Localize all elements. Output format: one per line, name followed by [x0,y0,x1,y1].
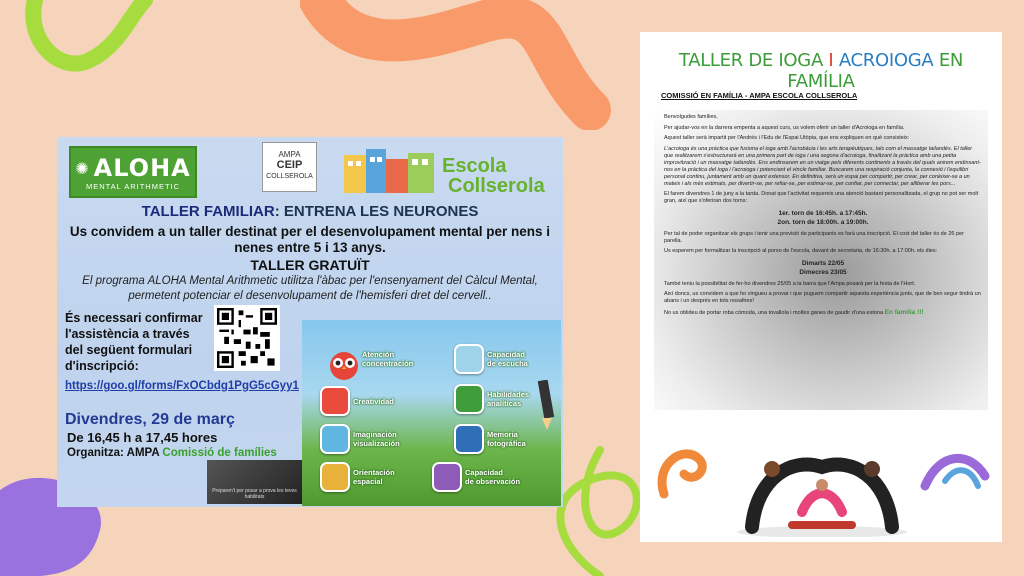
title-separator: I [828,50,834,71]
skill-label: Orientación [353,468,395,477]
paragraph: L'acroioga és una pràctica que fusiona el ioga amb l'acrobàcia i les arts terapèutiques, tals com el massatge tailandès. El taller que realitzarem s'estructurarà en una primera part de ioga i una segona d'acroioga, finalitzant la pràctica amb una petita improvització i un massatge tailandès. Ens endinsarem en un viatge pels diferents continents a través del quals anirem endinsant-nos en la pràctica del ioga i l'acroioga i potenciant el vincle familiar. Buscarem una respiració conjunta, la connexió i l'equilibri personal continu, juntament amb un quant extensor. En definitiva, serà un espai per compartir, per crear, per conèixer-se a un mateix i als més estimats, per divertir-se, per refiar-se, per estimar-se, per confiar, per connectar, per alliberar les pors... [664,145,981,187]
paragraph: Així doncs, us convidem a que ho vingueu a provar i que puguem compartir aquesta experiència junts, que de ben segur tindrà un abans i un després en tots nosaltres! [664,291,981,304]
compass-icon [320,462,350,492]
skill-creatividad [320,386,394,416]
title-main: TALLER FAMILIAR [141,203,275,220]
ampa-logo-line3: COLLSEROLA [266,173,313,180]
turns [664,209,982,227]
closing-text: No us oblideu de portar roba còmoda, una tovallola i moltes ganes de gaudir d'una estona [664,309,885,316]
skill-observacion [432,462,520,492]
title-rest: : ENTRENA LES NEURONES [274,203,479,220]
ampa-logo [262,142,317,192]
organizer [67,447,277,459]
day-1: Dimarts 22/05 [801,259,845,267]
title-part-c: EN FAMÍLIA [787,50,964,92]
ampa-logo-line1: AMPA [278,150,301,159]
skill-label: de escucha [487,359,528,368]
photo-caption: Preparen't per posar a prova les teves habilitats [212,488,297,500]
skill-label: de observación [465,477,521,486]
orange-swirl-top [300,0,620,130]
aloha-name: ALOHA [93,154,191,182]
skill-label: Atención [362,350,395,359]
acroyoga-title [650,50,992,92]
program-text: El programa ALOHA Mental Arithmetic utilitza l'àbac per l'ensenyament del Càlcul Mental, permetent potenciar el desenvolupament de l'hemisferi dret del cervell.. [82,275,538,302]
organizer-value: Comissió de famílies [162,447,277,459]
skill-label: espacial [353,477,383,486]
event-date: Divendres, 29 de març [65,411,235,428]
invite-text: Us convidem a un taller destinat per el desenvolupament mental per nens i nenes entre 5 i 13 anys. [69,224,551,255]
title-part-b: ACROIOGA [838,50,934,71]
skill-label: Imaginación [353,430,397,439]
skill-label: Memoria [487,430,518,439]
yoga-figure-purple-icon [920,446,990,496]
aloha-logo [69,146,197,198]
school-word2: Collserola [448,175,545,197]
puzzle-icon [454,384,484,414]
escola-collserola-logo [342,141,552,203]
day-2: Dimecres 23/05 [799,268,847,276]
abacus-icon: ✺ [75,158,90,178]
title-part-a: TALLER DE IOGA [678,50,823,71]
skill-escucha [454,344,528,374]
form-link[interactable]: https://goo.gl/forms/FxOCbdg1PgG5cGyy1 [65,380,299,392]
camera-icon [454,424,484,454]
acroyoga-subtitle: COMISSIÓ EN FAMÍLIA - AMPA ESCOLA COLLSEROLA [661,91,858,100]
ear-icon [454,344,484,374]
skill-habilidades [454,384,529,414]
closing-emphasis: En família !!! [884,308,924,316]
skill-orientacion [320,462,395,492]
paint-icon [320,386,350,416]
kids-photo [207,460,302,504]
skill-label: Capacidad [465,468,503,477]
skill-label: visualización [353,439,400,448]
acroyoga-poster [640,32,1002,542]
paragraph: El farem divendres 1 de juny a la tarda. Donat que l'activitat requereix una atenció bastant personalitzada, el grup no pot ser molt gran, així que s'oferiran dos torns: [664,191,979,204]
skill-label: Capacidad [487,350,525,359]
skills-panel [302,320,561,506]
school-word1: Escola [442,155,507,177]
paragraph: Us esperem per formalitzar la inscripció al porxo de l'escola, davant de secretaria, de 16:30h. a 17:00h. els dies: [664,248,938,254]
registration-days [664,259,982,277]
turn-2: 2on. torn de 18:00h. a 19:00h. [777,218,869,226]
closing-paragraph [664,309,982,317]
skill-label: concentración [362,359,414,368]
skill-atencion [362,350,413,368]
qr-code-icon [214,305,280,371]
greeting: Benvolgudes famílies, [664,114,718,120]
paragraph: També teniu la possibilitat de fer-ho divendres 25/05 a la barra que l'Ampa posarà per la festa de l'Hort. [664,280,916,287]
skill-memoria [454,424,526,454]
acroyoga-body [664,114,982,320]
paragraph: Per ajudar-vos en la darrera empenta a aquest curs, us volem oferir un taller d'Acroioga en família. [664,124,905,131]
skill-imaginacion [320,424,400,454]
turn-1: 1er. torn de 16:45h. a 17:45h. [778,209,868,217]
pencil-icon [536,380,558,430]
poster-title [57,203,563,220]
yoga-figure-orange-icon [654,444,714,504]
paragraph: Per tal de poder organitzar els grups i tenir una previsió de participants es farà una inscripció. El cost del taller és de 26 per parella. [664,230,964,244]
skill-label: Creatividad [353,396,394,406]
owl-icon [327,347,361,381]
aloha-workshop-poster [57,137,563,507]
skill-label: Habilidades [487,390,530,399]
aloha-sub: MENTAL ARITHMETIC [85,182,181,191]
green-swirl-top-left [20,0,160,90]
paragraph: Aquest taller serà impartit per l'Andrés i l'Edu de l'Espai Utòpia, que ens expliquen en què consisteix: [664,135,910,141]
ampa-logo-line2: CEIP [276,159,303,171]
school-building-icon [342,145,437,195]
cloud-icon [320,424,350,454]
organizer-label: Organitza: AMPA [67,447,163,459]
magnifier-icon [432,462,462,492]
event-hours: De 16,45 h a 17,45 hores [67,430,218,445]
free-workshop: TALLER GRATUÏT [250,257,370,273]
skill-label: analíticas [487,399,522,408]
family-yoga-photo [732,437,912,537]
skill-label: fotográfica [487,439,526,448]
confirm-text: És necessari confirmar l'assistència a través del següent formulari d'inscripció: [65,311,203,373]
